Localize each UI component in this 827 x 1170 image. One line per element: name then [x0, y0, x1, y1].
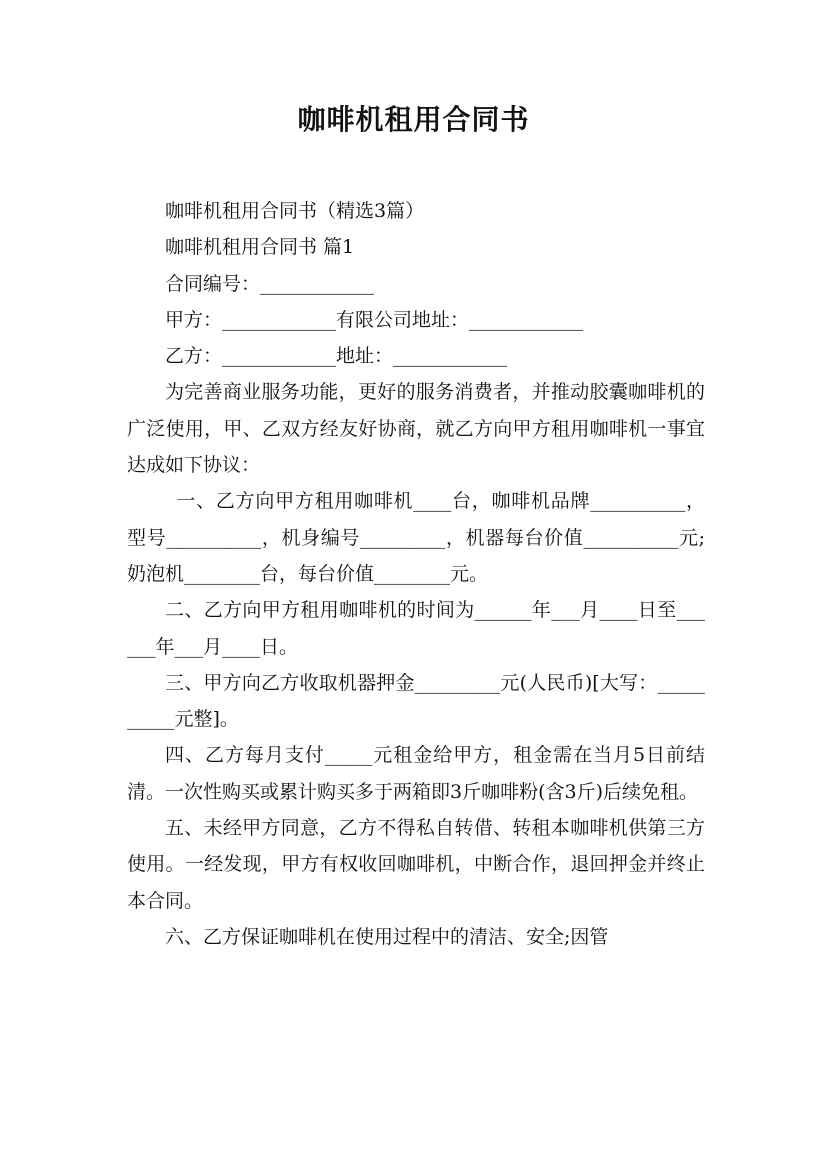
clause-4: 四、乙方每月支付_____元租金给甲方，租金需在当月5日前结清。一次性购买或累计购买多于两箱即3斤咖啡粉(含3斤)后续免租。 [127, 744, 705, 803]
clause-6: 六、乙方保证咖啡机在使用过程中的清洁、安全;因管 [165, 925, 609, 948]
clause-3: 三、甲方向乙方收取机器押金_________元(人民币)[大写：__________元整]。 [127, 671, 705, 731]
document-body [127, 193, 705, 955]
clause-5: 五、未经甲方同意，乙方不得私自转借、转租本咖啡机供第三方使用。一经发现，甲方有权收回咖啡机，中断合作，退回押金并终止本合同。 [127, 817, 705, 912]
subtitle-line: 咖啡机租用合同书（精选3篇） [165, 200, 425, 222]
section-heading: 咖啡机租用合同书 篇1 [165, 236, 355, 259]
intro-paragraph: 为完善商业服务功能，更好的服务消费者，并推动胶囊咖啡机的广泛使用，甲、乙双方经友好协商，就乙方向甲方租用咖啡机一事宜达成如下协议： [127, 381, 705, 477]
party-a-line: 甲方：____________有限公司地址：____________ [165, 308, 584, 331]
clause-2: 二、乙方向甲方租用咖啡机的时间为______年___月____日至______年___月____日。 [127, 599, 705, 658]
contract-number-line: 合同编号：____________ [165, 272, 375, 295]
document-title: 咖啡机租用合同书 [297, 103, 530, 136]
party-b-line: 乙方：____________地址：____________ [165, 345, 508, 368]
clause-1: 一、乙方向甲方租用咖啡机____台，咖啡机品牌__________，型号__________，机身编号_________，机器每台价值__________元;奶泡机________台，每台价值________元。 [127, 490, 705, 585]
